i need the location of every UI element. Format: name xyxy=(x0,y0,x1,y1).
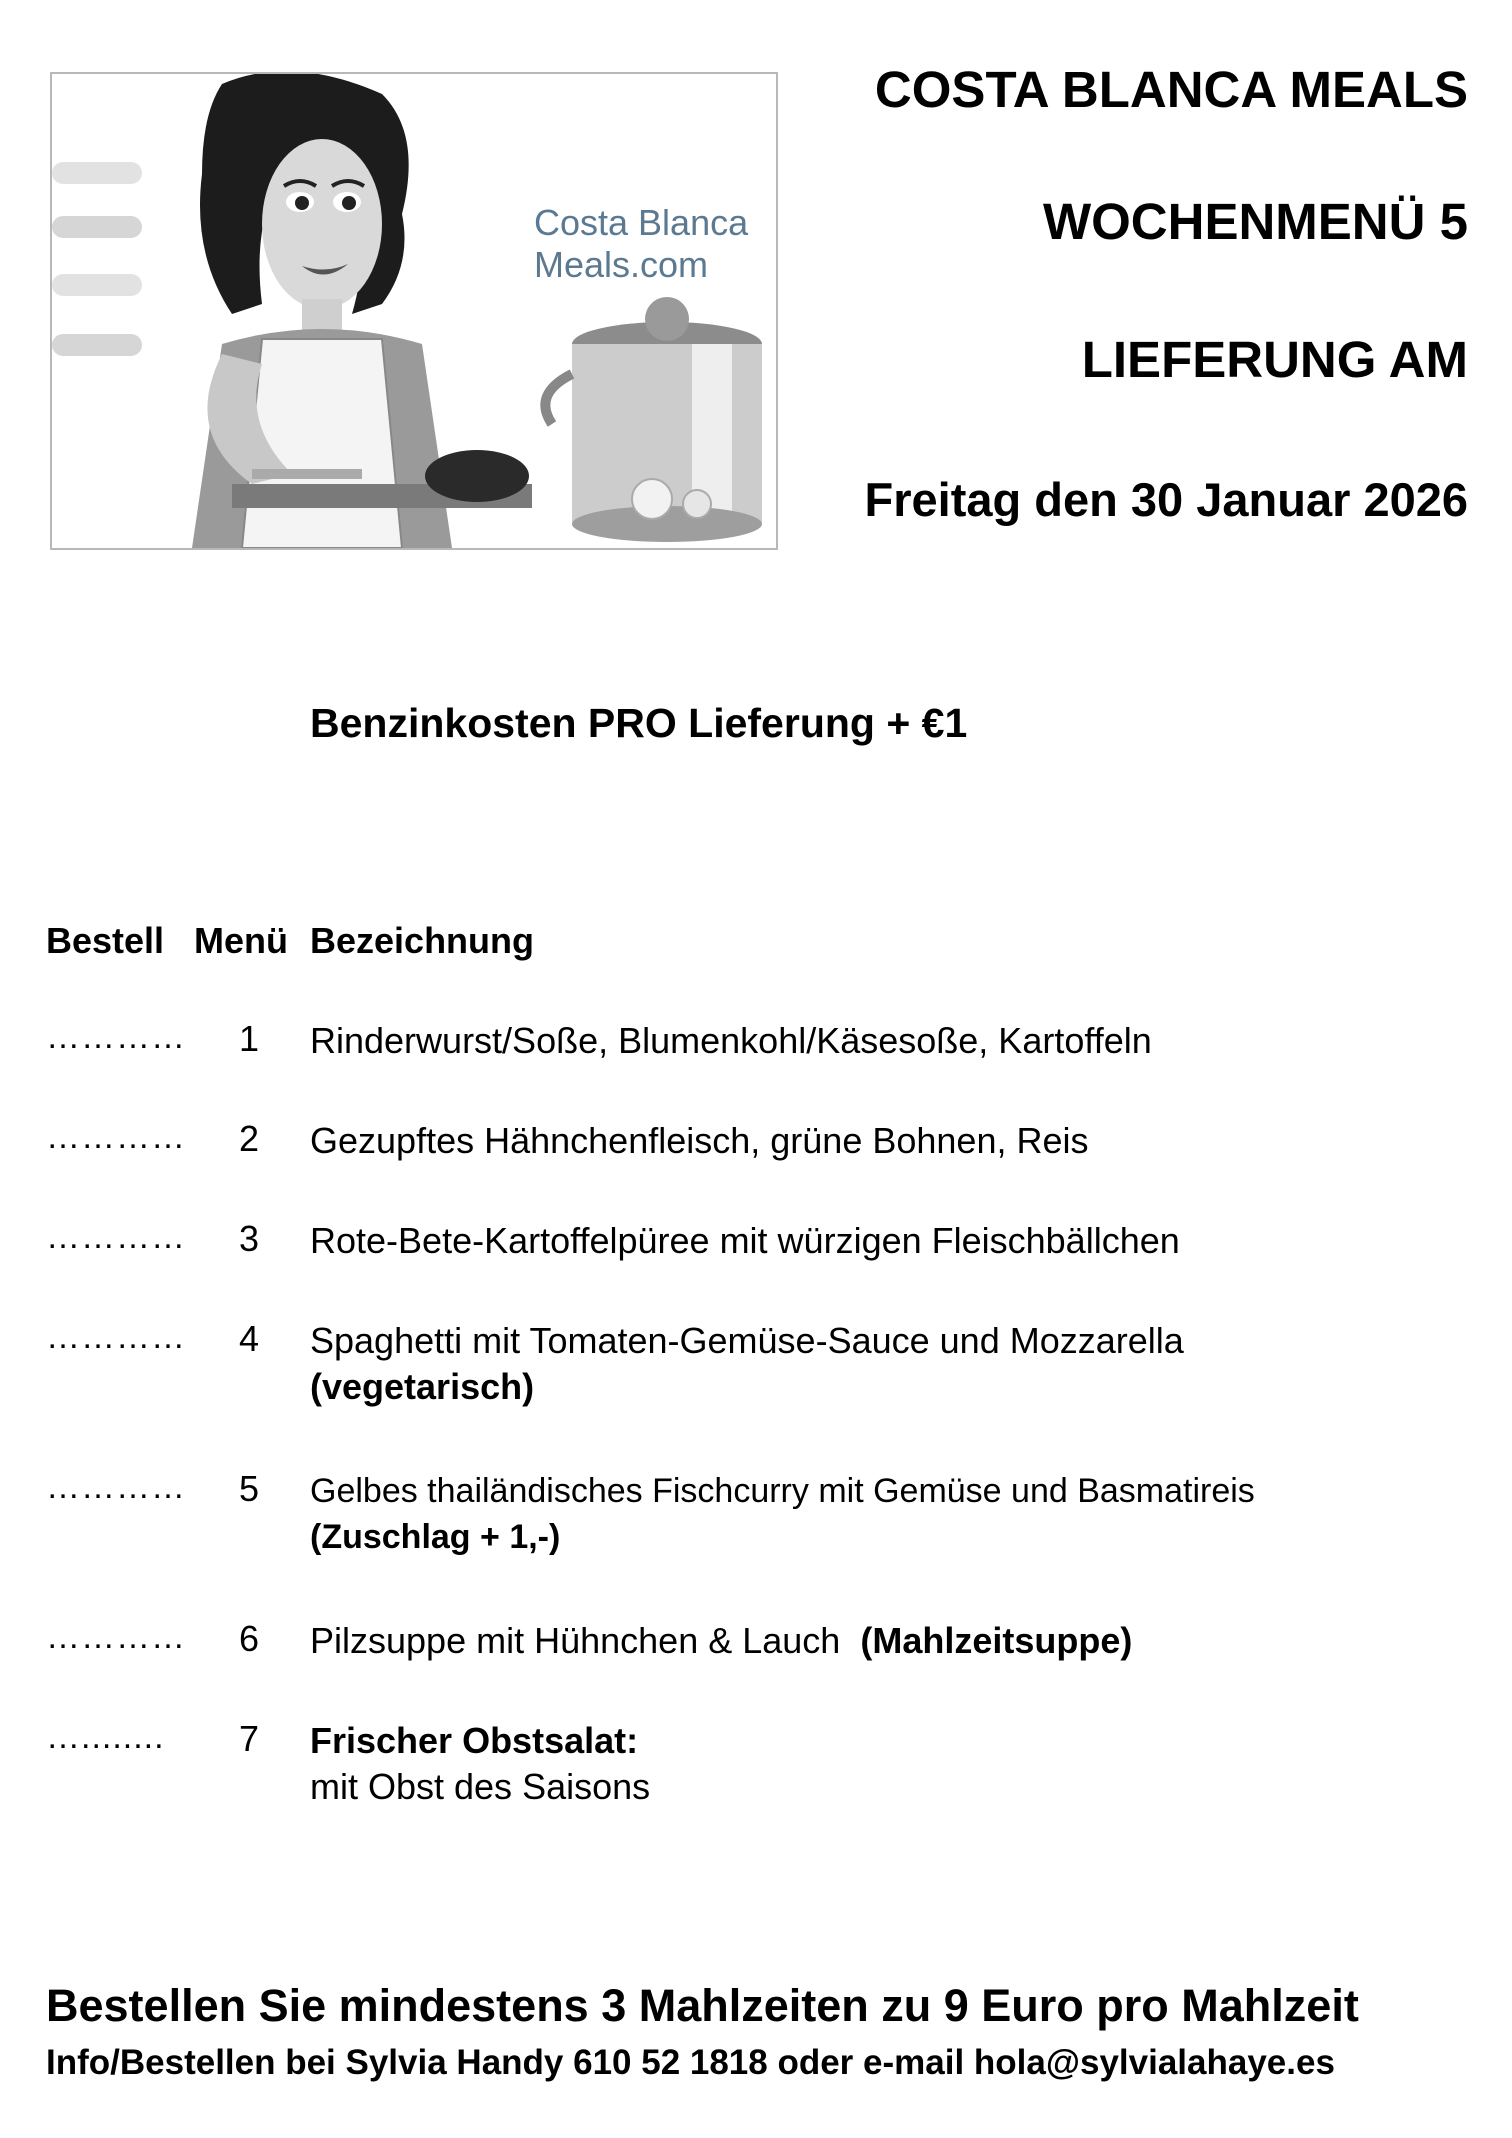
menu-text: Gelbes thailändisches Fischcurry mit Gemüse und Basmatireis xyxy=(310,1472,1255,1510)
column-order: Bestell xyxy=(46,920,165,961)
menu-number: 6 xyxy=(238,1618,260,1659)
menu-number: 7 xyxy=(238,1718,260,1759)
company-name: COSTA BLANCA MEALS xyxy=(874,61,1468,118)
menu-note: (vegetarisch) xyxy=(310,1366,535,1407)
order-field[interactable]: ………… xyxy=(46,1318,186,1356)
menu-text: Pilzsuppe mit Hühnchen & Lauch xyxy=(310,1620,841,1661)
menu-title: WOCHENMENÜ 5 xyxy=(1042,193,1468,250)
logo-line-2: Meals.com xyxy=(534,244,709,285)
menu-text: Rote-Bete-Kartoffelpüree mit würzigen Fleischbällchen xyxy=(310,1220,1180,1261)
menu-description xyxy=(310,1468,1470,1560)
menu-text: Spaghetti mit Tomaten-Gemüse-Sauce und Mozzarella xyxy=(310,1320,1184,1361)
delivery-heading: LIEFERUNG AM xyxy=(1081,331,1468,388)
menu-number: 5 xyxy=(238,1468,260,1509)
menu-description xyxy=(310,1618,1470,1664)
column-menu: Menü xyxy=(194,920,288,961)
logo-image xyxy=(50,72,778,550)
menu-description xyxy=(310,1718,1470,1810)
menu-text: Gezupftes Hähnchenfleisch, grüne Bohnen, Reis xyxy=(310,1120,1089,1161)
logo-line-1: Costa Blanca xyxy=(534,202,749,243)
minimum-order-note: Bestellen Sie mindestens 3 Mahlzeiten zu 9 Euro pro Mahlzeit xyxy=(46,1980,1359,2031)
delivery-date: Freitag den 30 Januar 2026 xyxy=(864,473,1468,526)
menu-text: Rinderwurst/Soße, Blumenkohl/Käsesoße, Kartoffeln xyxy=(310,1020,1152,1061)
order-field[interactable]: ………… xyxy=(46,1218,186,1256)
logo-text xyxy=(534,202,748,286)
order-field[interactable]: ………… xyxy=(46,1018,186,1056)
menu-description xyxy=(310,1118,1470,1164)
menu-description xyxy=(310,1318,1470,1410)
menu-note: (Mahlzeitsuppe) xyxy=(860,1620,1133,1661)
menu-number: 4 xyxy=(238,1318,260,1359)
order-field[interactable]: ………… xyxy=(46,1468,186,1506)
menu-description xyxy=(310,1218,1470,1264)
menu-description xyxy=(310,1018,1470,1064)
menu-note: (Zuschlag + 1,-) xyxy=(310,1518,561,1556)
contact-info: Info/Bestellen bei Sylvia Handy 610 52 1818 oder e-mail hola@sylvialahaye.es xyxy=(46,2043,1335,2082)
column-description: Bezeichnung xyxy=(310,920,535,961)
menu-text: Frischer Obstsalat: xyxy=(310,1720,639,1761)
menu-number: 3 xyxy=(238,1218,260,1259)
order-field[interactable]: ………… xyxy=(46,1118,186,1156)
menu-number: 2 xyxy=(238,1118,260,1159)
chef-illustration xyxy=(52,74,776,548)
order-field[interactable]: …........ xyxy=(46,1718,165,1756)
menu-note: mit Obst des Saisons xyxy=(310,1766,651,1807)
menu-number: 1 xyxy=(238,1018,260,1059)
order-field[interactable]: ………… xyxy=(46,1618,186,1656)
fuel-cost-note: Benzinkosten PRO Lieferung + €1 xyxy=(310,700,968,746)
